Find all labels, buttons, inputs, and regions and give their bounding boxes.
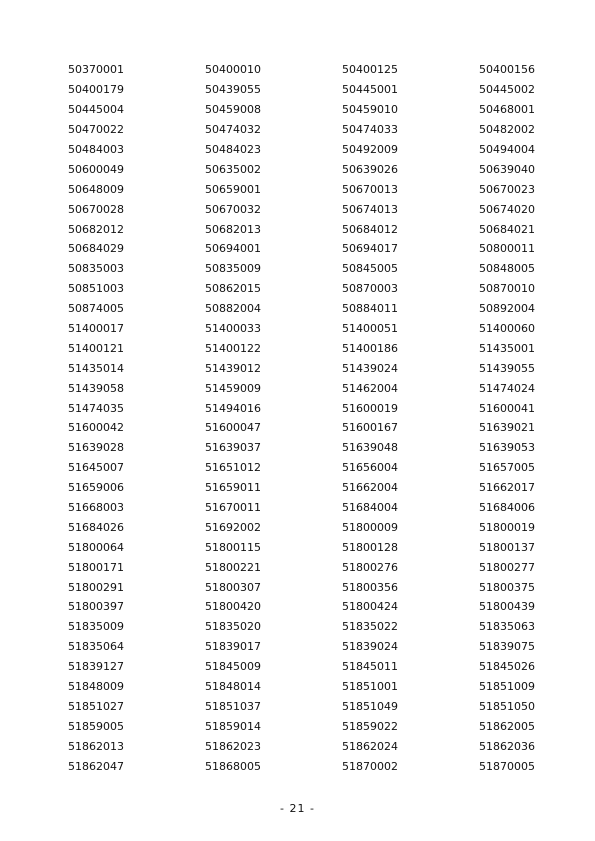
code-cell: 51800064 [68, 540, 124, 554]
code-cell: 51839127 [68, 660, 124, 674]
code-cell: 51800420 [205, 600, 261, 614]
code-cell: 51439058 [68, 381, 124, 395]
code-cell: 50670023 [479, 182, 535, 196]
code-cell: 50682012 [68, 222, 124, 236]
table-row [68, 159, 548, 179]
table-row [68, 100, 548, 120]
table-row [68, 80, 548, 100]
table-row [68, 358, 548, 378]
code-cell: 51668003 [68, 501, 124, 515]
table-row [68, 338, 548, 358]
code-cell: 51600019 [342, 401, 398, 415]
code-cell: 51848014 [205, 680, 261, 694]
code-cell: 50670028 [68, 202, 124, 216]
code-cell: 51435014 [68, 361, 124, 375]
code-cell: 51839017 [205, 640, 261, 654]
code-cell: 51862024 [342, 739, 398, 753]
code-cell: 51600047 [205, 421, 261, 435]
code-cell: 51474024 [479, 381, 535, 395]
code-cell: 51845011 [342, 660, 398, 674]
table-row [68, 736, 548, 756]
code-cell: 51839075 [479, 640, 535, 654]
code-cell: 51851049 [342, 699, 398, 713]
code-cell: 50439055 [205, 83, 261, 97]
code-cell: 51600167 [342, 421, 398, 435]
code-cell: 51851050 [479, 699, 535, 713]
code-cell: 50468001 [479, 103, 535, 117]
code-cell: 51684006 [479, 501, 535, 515]
code-cell: 50870010 [479, 282, 535, 296]
code-cell: 51662017 [479, 481, 535, 495]
code-cell: 50835009 [205, 262, 261, 276]
code-cell: 51835022 [342, 620, 398, 634]
code-cell: 51800439 [479, 600, 535, 614]
code-cell: 51870005 [479, 759, 535, 773]
code-cell: 51800277 [479, 560, 535, 574]
code-cell: 50682013 [205, 222, 261, 236]
table-row [68, 557, 548, 577]
code-cell: 51800221 [205, 560, 261, 574]
table-row [68, 756, 548, 776]
code-cell: 51659006 [68, 481, 124, 495]
code-cell: 51600041 [479, 401, 535, 415]
code-cell: 50694017 [342, 242, 398, 256]
table-row [68, 438, 548, 458]
code-cell: 50892004 [479, 302, 535, 316]
code-cell: 50670013 [342, 182, 398, 196]
code-cell: 51800276 [342, 560, 398, 574]
code-cell: 50474033 [342, 123, 398, 137]
code-cell: 51639048 [342, 441, 398, 455]
table-row [68, 716, 548, 736]
code-cell: 51400122 [205, 341, 261, 355]
table-row [68, 179, 548, 199]
code-cell: 51670011 [205, 501, 261, 515]
code-cell: 50492009 [342, 143, 398, 156]
code-cell: 50635002 [205, 162, 261, 176]
code-cell: 51800397 [68, 600, 124, 614]
code-cell: 50370001 [68, 63, 124, 77]
table-row [68, 537, 548, 557]
code-cell: 51868005 [205, 759, 261, 773]
code-cell: 51835063 [479, 620, 535, 634]
table-row [68, 299, 548, 319]
code-cell: 50639040 [479, 162, 535, 176]
code-cell: 50848005 [479, 262, 535, 276]
code-cell: 50484023 [205, 143, 261, 156]
code-cell: 50400125 [342, 63, 398, 77]
code-cell: 51400186 [342, 341, 398, 355]
table-row [68, 478, 548, 498]
code-cell: 50459010 [342, 103, 398, 117]
code-cell: 50484003 [68, 143, 124, 156]
code-cell: 50400010 [205, 63, 261, 77]
code-cell: 51859022 [342, 719, 398, 733]
table-row [68, 120, 548, 140]
table-row [68, 398, 548, 418]
code-cell: 50445004 [68, 103, 124, 117]
code-cell: 51692002 [205, 520, 261, 534]
table-row [68, 617, 548, 637]
code-cell: 51639053 [479, 441, 535, 455]
code-cell: 51835020 [205, 620, 261, 634]
code-cell: 51800171 [68, 560, 124, 574]
code-cell: 50851003 [68, 282, 124, 296]
table-row [68, 319, 548, 339]
code-cell: 51835009 [68, 620, 124, 634]
code-cell: 51656004 [342, 461, 398, 475]
code-cell: 51400017 [68, 322, 124, 336]
table-row [68, 577, 548, 597]
code-cell: 51851001 [342, 680, 398, 694]
code-cell: 51439055 [479, 361, 535, 375]
code-cell: 51494016 [205, 401, 261, 415]
table-row [68, 199, 548, 219]
code-cell: 50874005 [68, 302, 124, 316]
code-cell: 50684012 [342, 222, 398, 236]
code-cell: 51800375 [479, 580, 535, 594]
table-row [68, 597, 548, 617]
code-cell: 51862013 [68, 739, 124, 753]
code-cell: 50862015 [205, 282, 261, 296]
code-cell: 51684004 [342, 501, 398, 515]
code-cell: 51845009 [205, 660, 261, 674]
code-cell: 50445002 [479, 83, 535, 97]
table-row [68, 219, 548, 239]
table-row [68, 279, 548, 299]
code-cell: 51862023 [205, 739, 261, 753]
code-cell: 50459008 [205, 103, 261, 117]
code-cell: 51400121 [68, 341, 124, 355]
table-row [68, 239, 548, 259]
code-cell: 51800128 [342, 540, 398, 554]
code-cell: 50670032 [205, 202, 261, 216]
code-cell: 50674020 [479, 202, 535, 216]
table-row [68, 498, 548, 518]
code-cell: 51459009 [205, 381, 261, 395]
code-cell: 50882004 [205, 302, 261, 316]
code-cell: 50800011 [479, 242, 535, 256]
code-cell: 51684026 [68, 520, 124, 534]
code-cell: 50674013 [342, 202, 398, 216]
code-cell: 51651012 [205, 461, 261, 475]
code-cell: 50400179 [68, 83, 124, 97]
code-cell: 50470022 [68, 123, 124, 137]
code-cell: 51657005 [479, 461, 535, 475]
code-cell: 50694001 [205, 242, 261, 256]
code-cell: 51400051 [342, 322, 398, 336]
code-cell: 51839024 [342, 640, 398, 654]
table-row [68, 458, 548, 478]
code-cell: 50600049 [68, 162, 124, 176]
code-cell: 50884011 [342, 302, 398, 316]
code-cell: 51639028 [68, 441, 124, 455]
code-cell: 50400156 [479, 63, 535, 77]
table-row [68, 677, 548, 697]
code-cell: 51800356 [342, 580, 398, 594]
code-cell: 51400033 [205, 322, 261, 336]
code-cell: 50684021 [479, 222, 535, 236]
code-cell: 51835064 [68, 640, 124, 654]
table-row [68, 637, 548, 657]
code-cell: 51862036 [479, 739, 535, 753]
code-cell: 51859014 [205, 719, 261, 733]
code-cell: 51400060 [479, 322, 535, 336]
code-cell: 51800009 [342, 520, 398, 534]
code-cell: 51848009 [68, 680, 124, 694]
code-cell: 51662004 [342, 481, 398, 495]
code-cell: 50445001 [342, 83, 398, 97]
code-cell: 51474035 [68, 401, 124, 415]
code-cell: 51639021 [479, 421, 535, 435]
code-cell: 50474032 [205, 123, 261, 137]
table-row [68, 259, 548, 279]
code-cell: 51845026 [479, 660, 535, 674]
code-cell: 51439012 [205, 361, 261, 375]
code-cell: 51859005 [68, 719, 124, 733]
code-cell: 50648009 [68, 182, 124, 196]
code-cell: 51862005 [479, 719, 535, 733]
code-cell: 51851027 [68, 699, 124, 713]
code-table [68, 60, 548, 776]
code-cell: 51645007 [68, 461, 124, 475]
code-cell: 51800424 [342, 600, 398, 614]
page-number: - 21 - [280, 802, 315, 815]
code-cell: 50659001 [205, 182, 261, 196]
code-cell: 50835003 [68, 262, 124, 276]
code-cell: 51462004 [342, 381, 398, 395]
code-cell: 51800307 [205, 580, 261, 594]
table-row [68, 657, 548, 677]
code-cell: 51439024 [342, 361, 398, 375]
code-cell: 50482002 [479, 123, 535, 137]
code-cell: 51435001 [479, 341, 535, 355]
code-cell: 51851037 [205, 699, 261, 713]
table-row [68, 697, 548, 717]
code-cell: 50870003 [342, 282, 398, 296]
code-cell: 51800291 [68, 580, 124, 594]
code-cell: 51870002 [342, 759, 398, 773]
table-row [68, 517, 548, 537]
table-row [68, 60, 548, 80]
table-row [68, 378, 548, 398]
code-cell: 51600042 [68, 421, 124, 435]
code-cell: 50639026 [342, 162, 398, 176]
code-cell: 50494004 [479, 143, 535, 156]
table-row [68, 418, 548, 438]
code-cell: 51639037 [205, 441, 261, 455]
code-cell: 51659011 [205, 481, 261, 495]
code-cell: 50845005 [342, 262, 398, 276]
table-row [68, 140, 548, 160]
code-cell: 50684029 [68, 242, 124, 256]
code-cell: 51800115 [205, 540, 261, 554]
code-cell: 51800137 [479, 540, 535, 554]
code-cell: 51851009 [479, 680, 535, 694]
code-cell: 51800019 [479, 520, 535, 534]
code-cell: 51862047 [68, 759, 124, 773]
